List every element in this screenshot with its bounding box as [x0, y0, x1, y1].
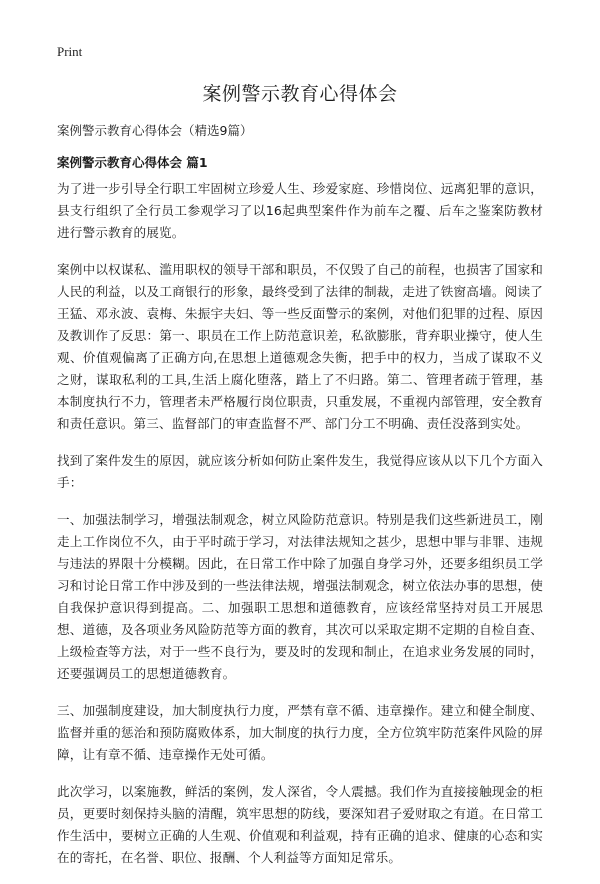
paragraph-case-analysis: 案例中以权谋私、滥用职权的领导干部和职员，不仅毁了自己的前程，也损害了国家和人民的利益，以及工商银行的形象，最终受到了法律的制裁，走进了铁窗高墙。阅读了王猛、邓永波、袁梅、朱振宇夫妇、等一些反面警示的案例，对他们犯罪的过程、原因及教训作了反思：第一、职员在工作上防范意识差，私欲膨胀，背弃职业操守，使人生观、价值观偏离了正确方向,在思想上道德观念失衡，把手中的权力，当成了谋取不义之财，谋取私利的工具,生活上腐化堕落，踏上了不归路。第二、管理者疏于管理，基本制度执行不力，管理者未严格履行岗位职责，只重发展，不重视内部管理，安全教育和责任意识。第三、监督部门的审查监督不严、部门分工不明确、责任没落到实处。 — [57, 262, 543, 431]
print-label[interactable]: Print — [57, 44, 83, 59]
paragraph-measure-3: 三、加强制度建设，加大制度执行力度，严禁有章不循、违章操作。建立和健全制度、监督并重的惩治和预防腐败体系，加大制度的执行力度，全方位筑牢防范案件风险的屏障，让有章不循、违章操作无处可循。 — [57, 703, 543, 762]
document-subtitle: 案例警示教育心得体会（精选9篇） — [57, 123, 253, 138]
document-title: 案例警示教育心得体会 — [202, 83, 398, 105]
paragraph-conclusion: 此次学习，以案施教，鲜活的案例，发人深省，令人震撼。我们作为直接接触现金的柜员，更要时刻保持头脑的清醒，筑牢思想的防线，要深知君子爱财取之有道。在日常工作生活中，要树立正确的人生观、价值观和利益观，持有正确的追求、健康的心态和实在的寄托，在名誉、职位、报酬、个人利益等方面知足常乐。 — [57, 784, 543, 865]
paragraph-intro: 为了进一步引导全行职工牢固树立珍爱人生、珍爱家庭、珍惜岗位、远离犯罪的意识，县支行组织了全行员工参观学习了以16起典型案件作为前车之覆、后车之鉴案防教材进行警示教育的展览。 — [57, 181, 543, 240]
section-heading: 案例警示教育心得体会 篇1 — [57, 155, 208, 170]
paragraph-prevention-intro: 找到了案件发生的原因，就应该分析如何防止案件发生，我觉得应该从以下几个方面入手： — [57, 453, 543, 490]
paragraph-measures-1-2: 一、加强法制学习，增强法制观念，树立风险防范意识。特别是我们这些新进员工，刚走上工作岗位不久，由于平时疏于学习，对法律法规知之甚少，思想中罪与非罪、违规与违法的界限十分模糊。因此，在日常工作中除了加强自身学习外，还要多组织员工学习和讨论日常工作中涉及到的一些法律法规，增强法制观念，树立依法办事的思想，使自我保护意识得到提高。二、加强职工思想和道德教育，应该经常坚持对员工开展思想、道德，及各项业务风险防范等方面的教育，其次可以采取定期不定期的自检自查、上级检查等方法，对于一些不良行为，要及时的发现和制止，在追求业务发展的同时，还要强调员工的思想道德教育。 — [57, 512, 543, 681]
body-text — [57, 178, 543, 884]
